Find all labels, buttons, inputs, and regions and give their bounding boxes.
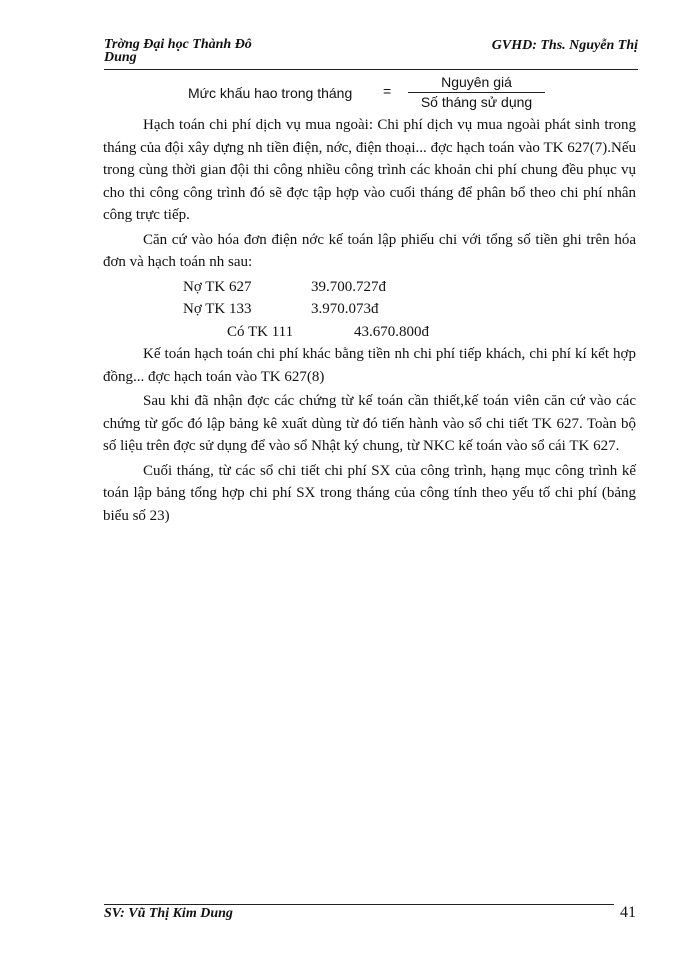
paragraph-vouchers: Sau khi đã nhận đợc các chứng từ kế toán cần thiết,kế toán viên căn cứ vào các chứng từ gốc đó lập bảng kê xuất dùng từ đó tiến hành vào sổ chi tiết TK 627. Toàn bộ số liệu trên đợc sử dụng để vào sổ Nhật ký chung, từ NKC kế toán vào sổ cái TK 627. (103, 393, 636, 454)
journal-entry-debit-627 (103, 276, 636, 299)
paragraph-month-end: Cuối tháng, từ các sổ chi tiết chi phí SX của công trình, hạng mục công trình kế toán lập bảng tổng hợp chi phí SX trong tháng của công tính theo yếu tố chi phí (bảng biểu số 23) (103, 462, 636, 524)
journal-entry-credit-111 (103, 321, 636, 344)
entry-account: Nợ TK 627 (183, 278, 252, 295)
document-body (103, 114, 636, 529)
formula-denominator: Số tháng sử dụng (420, 94, 533, 110)
header-divider (104, 69, 638, 70)
entry-amount: 39.700.727đ (311, 278, 386, 295)
paragraph-other-expenses: Kế toán hạch toán chi phí khác bằng tiền nh chi phí tiếp khách, chi phí kí kết hợp đồng... đợc hạch toán vào TK 627(8) (103, 346, 636, 385)
formula-label: Mức khấu hao trong tháng (188, 85, 353, 101)
fraction-bar (408, 92, 545, 93)
header-school-line2: Dung (104, 50, 137, 65)
paragraph-purchased-services: Hạch toán chi phí dịch vụ mua ngoài: Chi phí dịch vụ mua ngoài phát sinh trong tháng của đội xây dựng nh tiền điện, nớc, điện thoại... đợc hạch toán vào TK 627(7).Nếu trong cùng thời gian đội thi công nhiều công trình các khoản chi phí chung đều phục vụ cho thi công công trình đó sẽ đợc tập hợp vào cuối tháng để phân bổ theo chi phí nhân công trực tiếp. (103, 117, 636, 223)
header-supervisor: GVHD: Ths. Nguyễn Thị (491, 38, 638, 53)
entry-account: Nợ TK 133 (183, 301, 252, 317)
formula-equals: = (383, 83, 392, 99)
entry-account: Có TK 111 (227, 323, 294, 340)
paragraph-invoice-basis: Căn cứ vào hóa đơn điện nớc kế toán lập phiếu chi với tổng số tiền ghi trên hóa đơn và hạch toán nh sau: (103, 231, 636, 270)
depreciation-formula (0, 74, 700, 114)
entry-amount: 3.970.073đ (311, 301, 379, 317)
header-school-line1: Trờng Đại học Thành Đô (104, 37, 252, 52)
entry-amount: 43.670.800đ (354, 323, 429, 340)
footer-divider (104, 904, 614, 905)
footer-student: SV: Vũ Thị Kim Dung (104, 906, 233, 921)
journal-entry-debit-133 (103, 298, 636, 321)
formula-numerator: Nguyên giá (441, 74, 512, 90)
header-school (104, 38, 252, 64)
page-number: 41 (620, 904, 636, 921)
